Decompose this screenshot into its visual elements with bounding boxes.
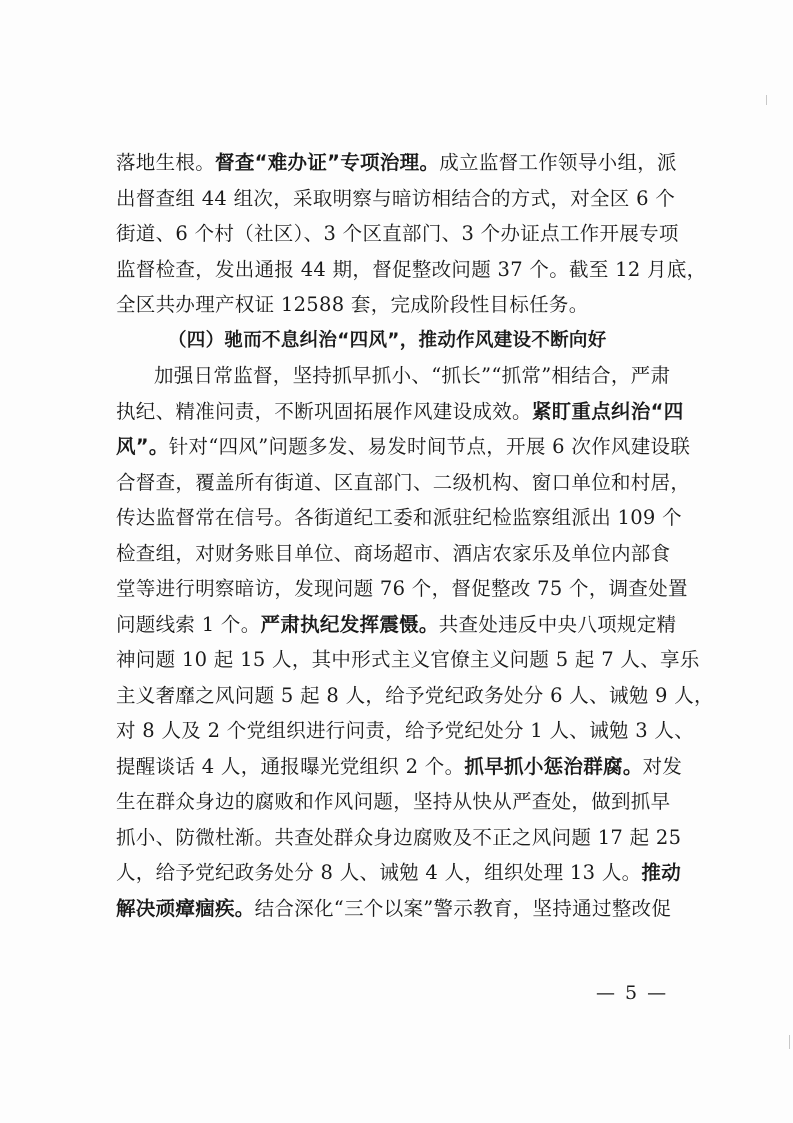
text-line bbox=[116, 642, 700, 678]
text-line bbox=[116, 145, 693, 181]
scan-edge-mark bbox=[789, 1035, 790, 1049]
text-line bbox=[116, 394, 693, 430]
text-line bbox=[116, 181, 693, 217]
text-segment: 街道、6 个村（社区）、3 个区直部门、3 个办证点工作开展专项 bbox=[116, 222, 679, 245]
text-segment: 神问题 10 起 15 人，其中形式主义官僚主义问题 5 起 7 人、享乐 bbox=[116, 648, 700, 671]
page-number: — 5 — bbox=[596, 982, 669, 1004]
bold-phrase: 紧盯重点纠治“四 bbox=[531, 399, 684, 423]
text-line bbox=[116, 891, 693, 927]
text-segment: 共查处违反中央八项规定精 bbox=[438, 612, 677, 636]
text-segment: 主义奢靡之风问题 5 起 8 人，给予党纪政务处分 6 人、诫勉 9 人， bbox=[116, 683, 714, 707]
text-segment: 人，给予党纪政务处分 8 人、诫勉 4 人，组织处理 13 人。 bbox=[116, 861, 642, 884]
text-line bbox=[116, 607, 693, 643]
text-segment: 传达监督常在信号。各街道纪工委和派驻纪检监察组派出 109 个 bbox=[116, 506, 682, 529]
text-segment: 抓小、防微杜渐。共查处群众身边腐败及不正之风问题 17 起 25 bbox=[116, 825, 682, 849]
bold-phrase: 督查“难办证”专项治理。 bbox=[215, 151, 440, 174]
text-segment: 结合深化“三个以案”警示教育，坚持通过整改促 bbox=[254, 896, 672, 920]
text-line bbox=[116, 571, 693, 607]
text-segment: 全区共办理产权证 12588 套，完成阶段性目标任务。 bbox=[116, 293, 589, 316]
bold-phrase: 严肃执纪发挥震慑。 bbox=[260, 612, 439, 636]
text-segment: 生在群众身边的腐败和作风问题，坚持从快从严查处，做到抓早 bbox=[116, 790, 671, 813]
text-segment: 检查组，对财务账目单位、商场超市、酒店农家乐及单位内部食 bbox=[116, 541, 671, 565]
text-segment: 对发 bbox=[642, 754, 683, 778]
text-line bbox=[116, 713, 693, 749]
bold-phrase: 抓早抓小惩治群腐。 bbox=[464, 754, 643, 778]
text-segment: 落地生根。 bbox=[116, 151, 216, 174]
text-segment: 堂等进行明察暗访，发现问题 76 个，督促整改 75 个，调查处置 bbox=[116, 577, 688, 600]
text-segment: 加强日常监督，坚持抓早抓小、“抓长”“抓常”相结合，严肃 bbox=[154, 364, 671, 387]
bold-phrase: 风”。 bbox=[116, 435, 169, 458]
text-segment: 对 8 人及 2 个党组织进行问责，给予党纪处分 1 人、诫勉 3 人、 bbox=[116, 719, 695, 742]
bold-phrase: 推动 bbox=[641, 861, 682, 884]
section-heading bbox=[116, 323, 693, 359]
text-line bbox=[116, 678, 714, 714]
text-line bbox=[116, 500, 693, 536]
text-line bbox=[116, 287, 693, 323]
text-line bbox=[116, 820, 693, 856]
text-line bbox=[116, 216, 693, 252]
text-segment: 执纪、精准问责，不断巩固拓展作风建设成效。 bbox=[116, 399, 532, 423]
bold-phrase: （四）驰而不息纠治“四风”，推动作风建设不断向好 bbox=[168, 329, 607, 351]
text-line bbox=[116, 749, 693, 785]
text-segment: 监督检查，发出通报 44 期，督促整改问题 37 个。截至 12 月底， bbox=[116, 257, 707, 281]
text-segment: 成立监督工作领导小组，派 bbox=[439, 151, 677, 174]
text-line bbox=[116, 252, 707, 288]
bold-phrase: 解决顽瘴痼疾。 bbox=[116, 896, 255, 920]
text-line bbox=[116, 536, 693, 572]
scan-edge-mark bbox=[766, 95, 767, 105]
text-segment: 问题线索 1 个。 bbox=[116, 612, 261, 636]
text-segment: 针对“四风”问题多发、易发时间节点，开展 6 次作风建设联 bbox=[168, 435, 691, 458]
text-segment: 合督查，覆盖所有街道、区直部门、二级机构、窗口单位和村居， bbox=[116, 470, 691, 494]
text-line bbox=[116, 465, 693, 501]
text-segment: 出督查组 44 组次，采取明察与暗访相结合的方式，对全区 6 个 bbox=[116, 186, 676, 210]
text-line bbox=[116, 429, 693, 465]
text-line bbox=[116, 855, 693, 891]
text-segment: 提醒谈话 4 人，通报曝光党组织 2 个。 bbox=[116, 754, 465, 778]
text-line bbox=[116, 784, 693, 820]
body-text bbox=[116, 145, 714, 926]
text-line bbox=[116, 358, 693, 394]
